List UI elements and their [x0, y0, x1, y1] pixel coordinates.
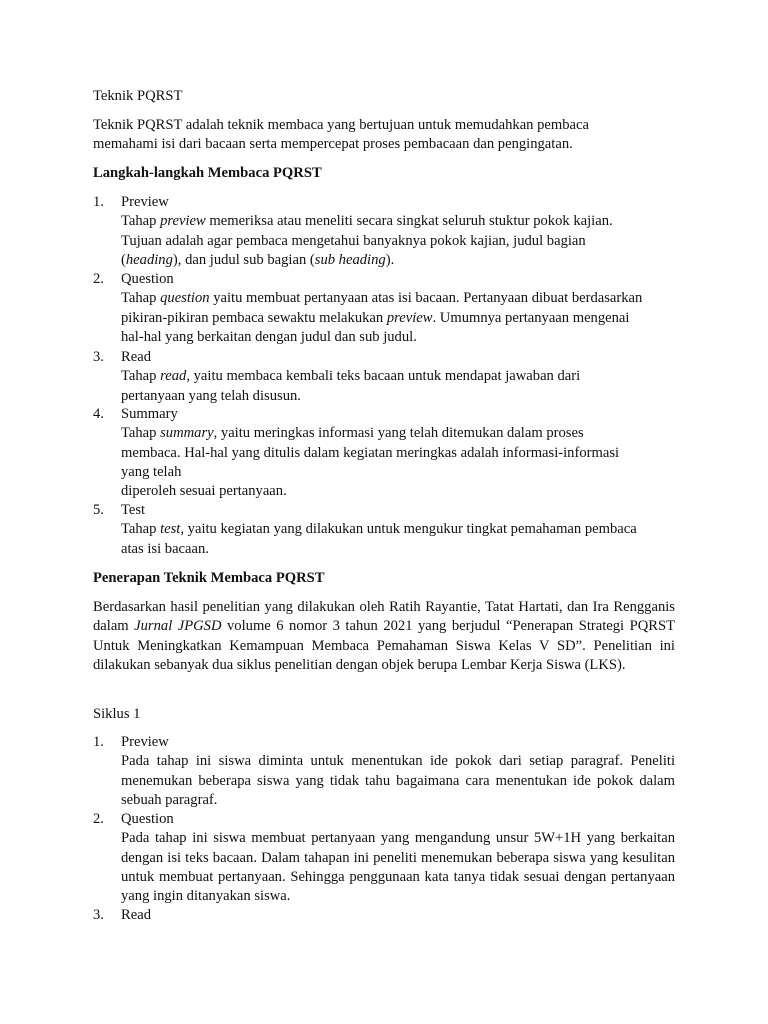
- step-description-line: pertanyaan yang telah disusun.: [121, 387, 301, 404]
- step-title: Read: [121, 349, 151, 365]
- step-number: 5.: [93, 502, 104, 518]
- step-description: [121, 367, 675, 406]
- cycle-step-description: Pada tahap ini siswa membuat pertanyaan yang mengandung unsur 5W+1H yang berkaitan dengan isi teks bacaan. Dalam tahapan ini peneliti menemukan beberapa siswa yang kesulitan untuk membuat pertanyaan. Sehingga penggunaan kata tanya tidak sesuai dengan pertanyaan yang ingin ditanyakan siswa.: [121, 830, 675, 905]
- italic-term: test: [160, 521, 181, 538]
- step-description-line: Tahap summary, yaitu meringkas informasi yang telah ditemukan dalam proses: [121, 425, 584, 442]
- step-description-line: yang telah: [121, 463, 182, 480]
- step-description-line: pikiran-pikiran pembaca sewaktu melakukan preview. Umumnya pertanyaan mengenai: [121, 309, 630, 326]
- step-description: [121, 424, 675, 501]
- italic-term: heading: [125, 251, 173, 268]
- cycle-step-number: 1.: [93, 734, 104, 750]
- step-description-line: Tahap question yaitu membuat pertanyaan atas isi bacaan. Pertanyaan dibuat berdasarkan: [121, 290, 643, 307]
- research-paragraph: Berdasarkan hasil penelitian yang dilakukan oleh Ratih Rayantie, Tatat Hartati, dan Ira Rengganis dalam Jurnal JPGSD volume 6 nomor 3 tahun 2021 yang berjudul “Penerapan Strategi PQRST Untuk Meningkatkan Kemampuan Membaca Pemahaman Siswa Kelas V SD”. Penelitian ini dilakukan sebanyak dua siklus penelitian dengan objek berupa Lembar Kerja Siswa (LKS).: [93, 599, 675, 673]
- step-description-line: diperoleh sesuai pertanyaan.: [121, 483, 287, 500]
- cycle-step-number: 2.: [93, 811, 104, 827]
- italic-term: read: [160, 368, 187, 385]
- italic-term: summary: [160, 425, 214, 442]
- step-title: Question: [121, 271, 174, 287]
- cycle-label: Siklus 1: [93, 706, 141, 722]
- step-description-line: Tahap read, yaitu membaca kembali teks bacaan untuk mendapat jawaban dari: [121, 368, 581, 385]
- step-description-line: membaca. Hal-hal yang ditulis dalam kegiatan meringkas adalah informasi-informasi: [121, 444, 620, 461]
- cycle-step-title: Question: [121, 811, 174, 827]
- section-heading-text: Langkah-langkah Membaca PQRST: [93, 165, 322, 181]
- step-description: [121, 520, 675, 559]
- step-description-line: atas isi bacaan.: [121, 540, 209, 557]
- italic-term: question: [160, 290, 210, 307]
- step-description-line: Tahap preview memeriksa atau meneliti secara singkat seluruh stuktur pokok kajian.: [121, 213, 613, 230]
- step-description-line: (heading), dan judul sub bagian (sub heading).: [121, 251, 395, 268]
- step-number: 2.: [93, 271, 104, 287]
- step-description-line: Tahap test, yaitu kegiatan yang dilakukan untuk mengukur tingkat pemahaman pembaca: [121, 521, 637, 538]
- page-title: Teknik PQRST: [93, 88, 183, 104]
- italic-term: sub heading: [314, 251, 386, 268]
- step-number: 4.: [93, 406, 104, 422]
- italic-term: preview: [160, 213, 206, 230]
- italic-term: preview: [386, 309, 433, 326]
- step-number: 1.: [93, 194, 104, 210]
- italic-term: Jurnal JPGSD: [134, 618, 222, 635]
- step-description: [121, 289, 675, 347]
- intro-line: Teknik PQRST adalah teknik membaca yang bertujuan untuk memudahkan pembaca: [93, 117, 589, 133]
- cycle-step-title: Preview: [121, 734, 169, 750]
- intro-line: memahami isi dari bacaan serta mempercepat proses pembacaan dan pengingatan.: [93, 136, 573, 153]
- step-title: Preview: [121, 194, 169, 210]
- step-number: 3.: [93, 349, 104, 365]
- cycle-step-description: Pada tahap ini siswa diminta untuk menentukan ide pokok dari setiap paragraf. Peneliti menemukan beberapa siswa yang tidak tahu bagaimana cara menentukan ide pokok dalam sebuah paragraf.: [121, 753, 675, 808]
- section-heading-text: Penerapan Teknik Membaca PQRST: [93, 570, 325, 586]
- step-description-line: Tujuan adalah agar pembaca mengetahui banyaknya pokok kajian, judul bagian: [121, 232, 586, 249]
- cycle-step-title: Read: [121, 907, 151, 923]
- cycle-step-number: 3.: [93, 907, 104, 923]
- step-title: Test: [121, 502, 146, 518]
- step-description-line: hal-hal yang berkaitan dengan judul dan sub judul.: [121, 328, 417, 345]
- step-description: [121, 212, 675, 270]
- step-title: Summary: [121, 406, 178, 422]
- section-heading-langkah: [93, 164, 675, 183]
- section-heading-penerapan: [93, 569, 675, 588]
- intro-paragraph: [93, 116, 675, 155]
